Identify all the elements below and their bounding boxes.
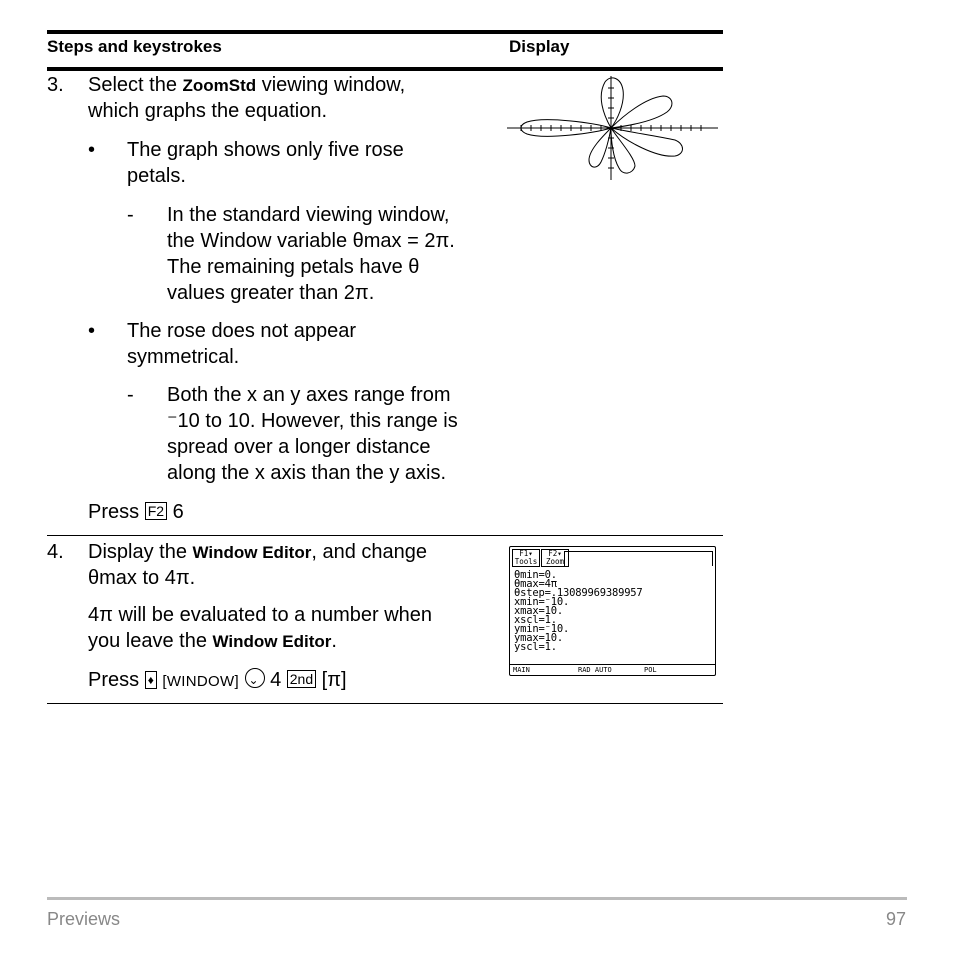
pi-key: [π] bbox=[321, 669, 347, 691]
step-3-press bbox=[88, 499, 184, 526]
calc-line: xscl=1. bbox=[514, 614, 557, 626]
window-editor-values bbox=[514, 571, 710, 652]
calc-tab-strip bbox=[564, 551, 713, 566]
para-line2-post: . bbox=[331, 630, 337, 652]
table-bottom-rule bbox=[47, 703, 723, 704]
para-line2-pre: you leave the bbox=[88, 630, 213, 652]
calc-toolbar bbox=[512, 549, 570, 567]
bullet-marker: • bbox=[88, 139, 96, 161]
bullet2-line1: The rose does not appear bbox=[127, 320, 357, 342]
sub1-line3: The remaining petals have θ bbox=[167, 256, 420, 278]
step-4-line1 bbox=[88, 539, 427, 567]
calc-line: θstep=.13089969389957 bbox=[514, 587, 643, 599]
tab-zoom: Zoom bbox=[545, 557, 565, 566]
rose-petal-lower-left bbox=[589, 128, 611, 167]
footer-rule bbox=[47, 897, 907, 900]
bullet2-line2: symmetrical. bbox=[127, 346, 240, 368]
calc-tab-tools bbox=[512, 549, 540, 567]
step-4-number: 4. bbox=[47, 541, 64, 563]
second-key: 2nd bbox=[287, 670, 316, 688]
tab-tools: Tools bbox=[514, 557, 538, 566]
step-3-number: 3. bbox=[47, 74, 64, 96]
tab-f1: F1▾ bbox=[519, 549, 533, 558]
down-arrow-key bbox=[245, 668, 265, 688]
calc-line: xmax=10. bbox=[514, 605, 563, 617]
sub1-line4: values greater than 2π. bbox=[167, 282, 375, 304]
sub2-line4: along the x axis than the y axis. bbox=[167, 462, 447, 484]
step-4-para-line1: 4π will be evaluated to a number when bbox=[88, 604, 433, 626]
tab-f2: F2▾ bbox=[548, 549, 562, 558]
sub2-line3: spread over a longer distance bbox=[167, 436, 431, 458]
bullet1-line1: The graph shows only five rose bbox=[127, 139, 404, 161]
step-4-press bbox=[88, 667, 347, 696]
polar-rose-graph bbox=[505, 74, 720, 182]
sub2-line2: ⁻10 to 10. However, this range is bbox=[167, 410, 458, 432]
sub1-line2: the Window variable θmax = 2π. bbox=[167, 230, 455, 252]
step-3-line2: which graphs the equation. bbox=[88, 100, 328, 122]
status-graph: POL bbox=[644, 666, 657, 674]
step-4-para-line2 bbox=[88, 628, 337, 656]
down-arrow-icon: ⌄ bbox=[248, 673, 259, 687]
press-label: Press bbox=[88, 669, 140, 691]
calc-status-bar bbox=[510, 664, 715, 675]
calc-line: θmin=0. bbox=[514, 569, 557, 581]
rose-petal-bottom bbox=[611, 128, 635, 173]
diamond-key: ♦ bbox=[145, 671, 157, 689]
press-value: 6 bbox=[172, 501, 184, 523]
table-top-rule bbox=[47, 30, 723, 34]
step-3-line1-pre: Select the bbox=[88, 74, 183, 96]
header-bottom-rule bbox=[47, 67, 723, 71]
bullet1-line2: petals. bbox=[127, 165, 186, 187]
calc-line: yscl=1. bbox=[514, 641, 557, 653]
status-main: MAIN bbox=[513, 666, 530, 674]
window-editor-label: Window Editor bbox=[192, 543, 312, 562]
sub2-line1: Both the x an y axes range from bbox=[167, 384, 451, 406]
page-number: 97 bbox=[885, 909, 906, 929]
dash-marker: - bbox=[127, 384, 134, 406]
calc-line: ymin=⁻10. bbox=[514, 623, 570, 635]
calc-line: ymax=10. bbox=[514, 632, 563, 644]
step-4-line1-pre: Display the bbox=[88, 541, 193, 563]
f2-key: F2 bbox=[145, 502, 167, 520]
sub1-line1: In the standard viewing window, bbox=[167, 204, 450, 226]
dash-marker: - bbox=[127, 204, 134, 226]
calculator-screen bbox=[509, 546, 716, 676]
step-4-line1-post: , and change bbox=[311, 541, 427, 563]
zoomstd-label: ZoomStd bbox=[182, 76, 257, 95]
key-4: 4 bbox=[270, 669, 282, 691]
bullet-marker: • bbox=[88, 320, 96, 342]
window-key: [WINDOW] bbox=[162, 673, 239, 690]
status-mode: RAD AUTO bbox=[578, 666, 612, 674]
footer-section-title: Previews bbox=[47, 909, 121, 929]
calc-line: xmin=⁻10. bbox=[514, 596, 570, 608]
step-3-line1-post: viewing window, bbox=[256, 74, 406, 96]
step-4-line2: θmax to 4π. bbox=[88, 567, 196, 589]
press-label: Press bbox=[88, 501, 140, 523]
rose-petal-top bbox=[601, 78, 623, 128]
header-display: Display bbox=[509, 37, 570, 56]
row-divider bbox=[47, 535, 723, 536]
calc-line: θmax=4π bbox=[514, 578, 557, 590]
step-3-line1 bbox=[88, 72, 405, 100]
window-editor-label: Window Editor bbox=[212, 632, 332, 651]
header-steps: Steps and keystrokes bbox=[47, 37, 222, 56]
